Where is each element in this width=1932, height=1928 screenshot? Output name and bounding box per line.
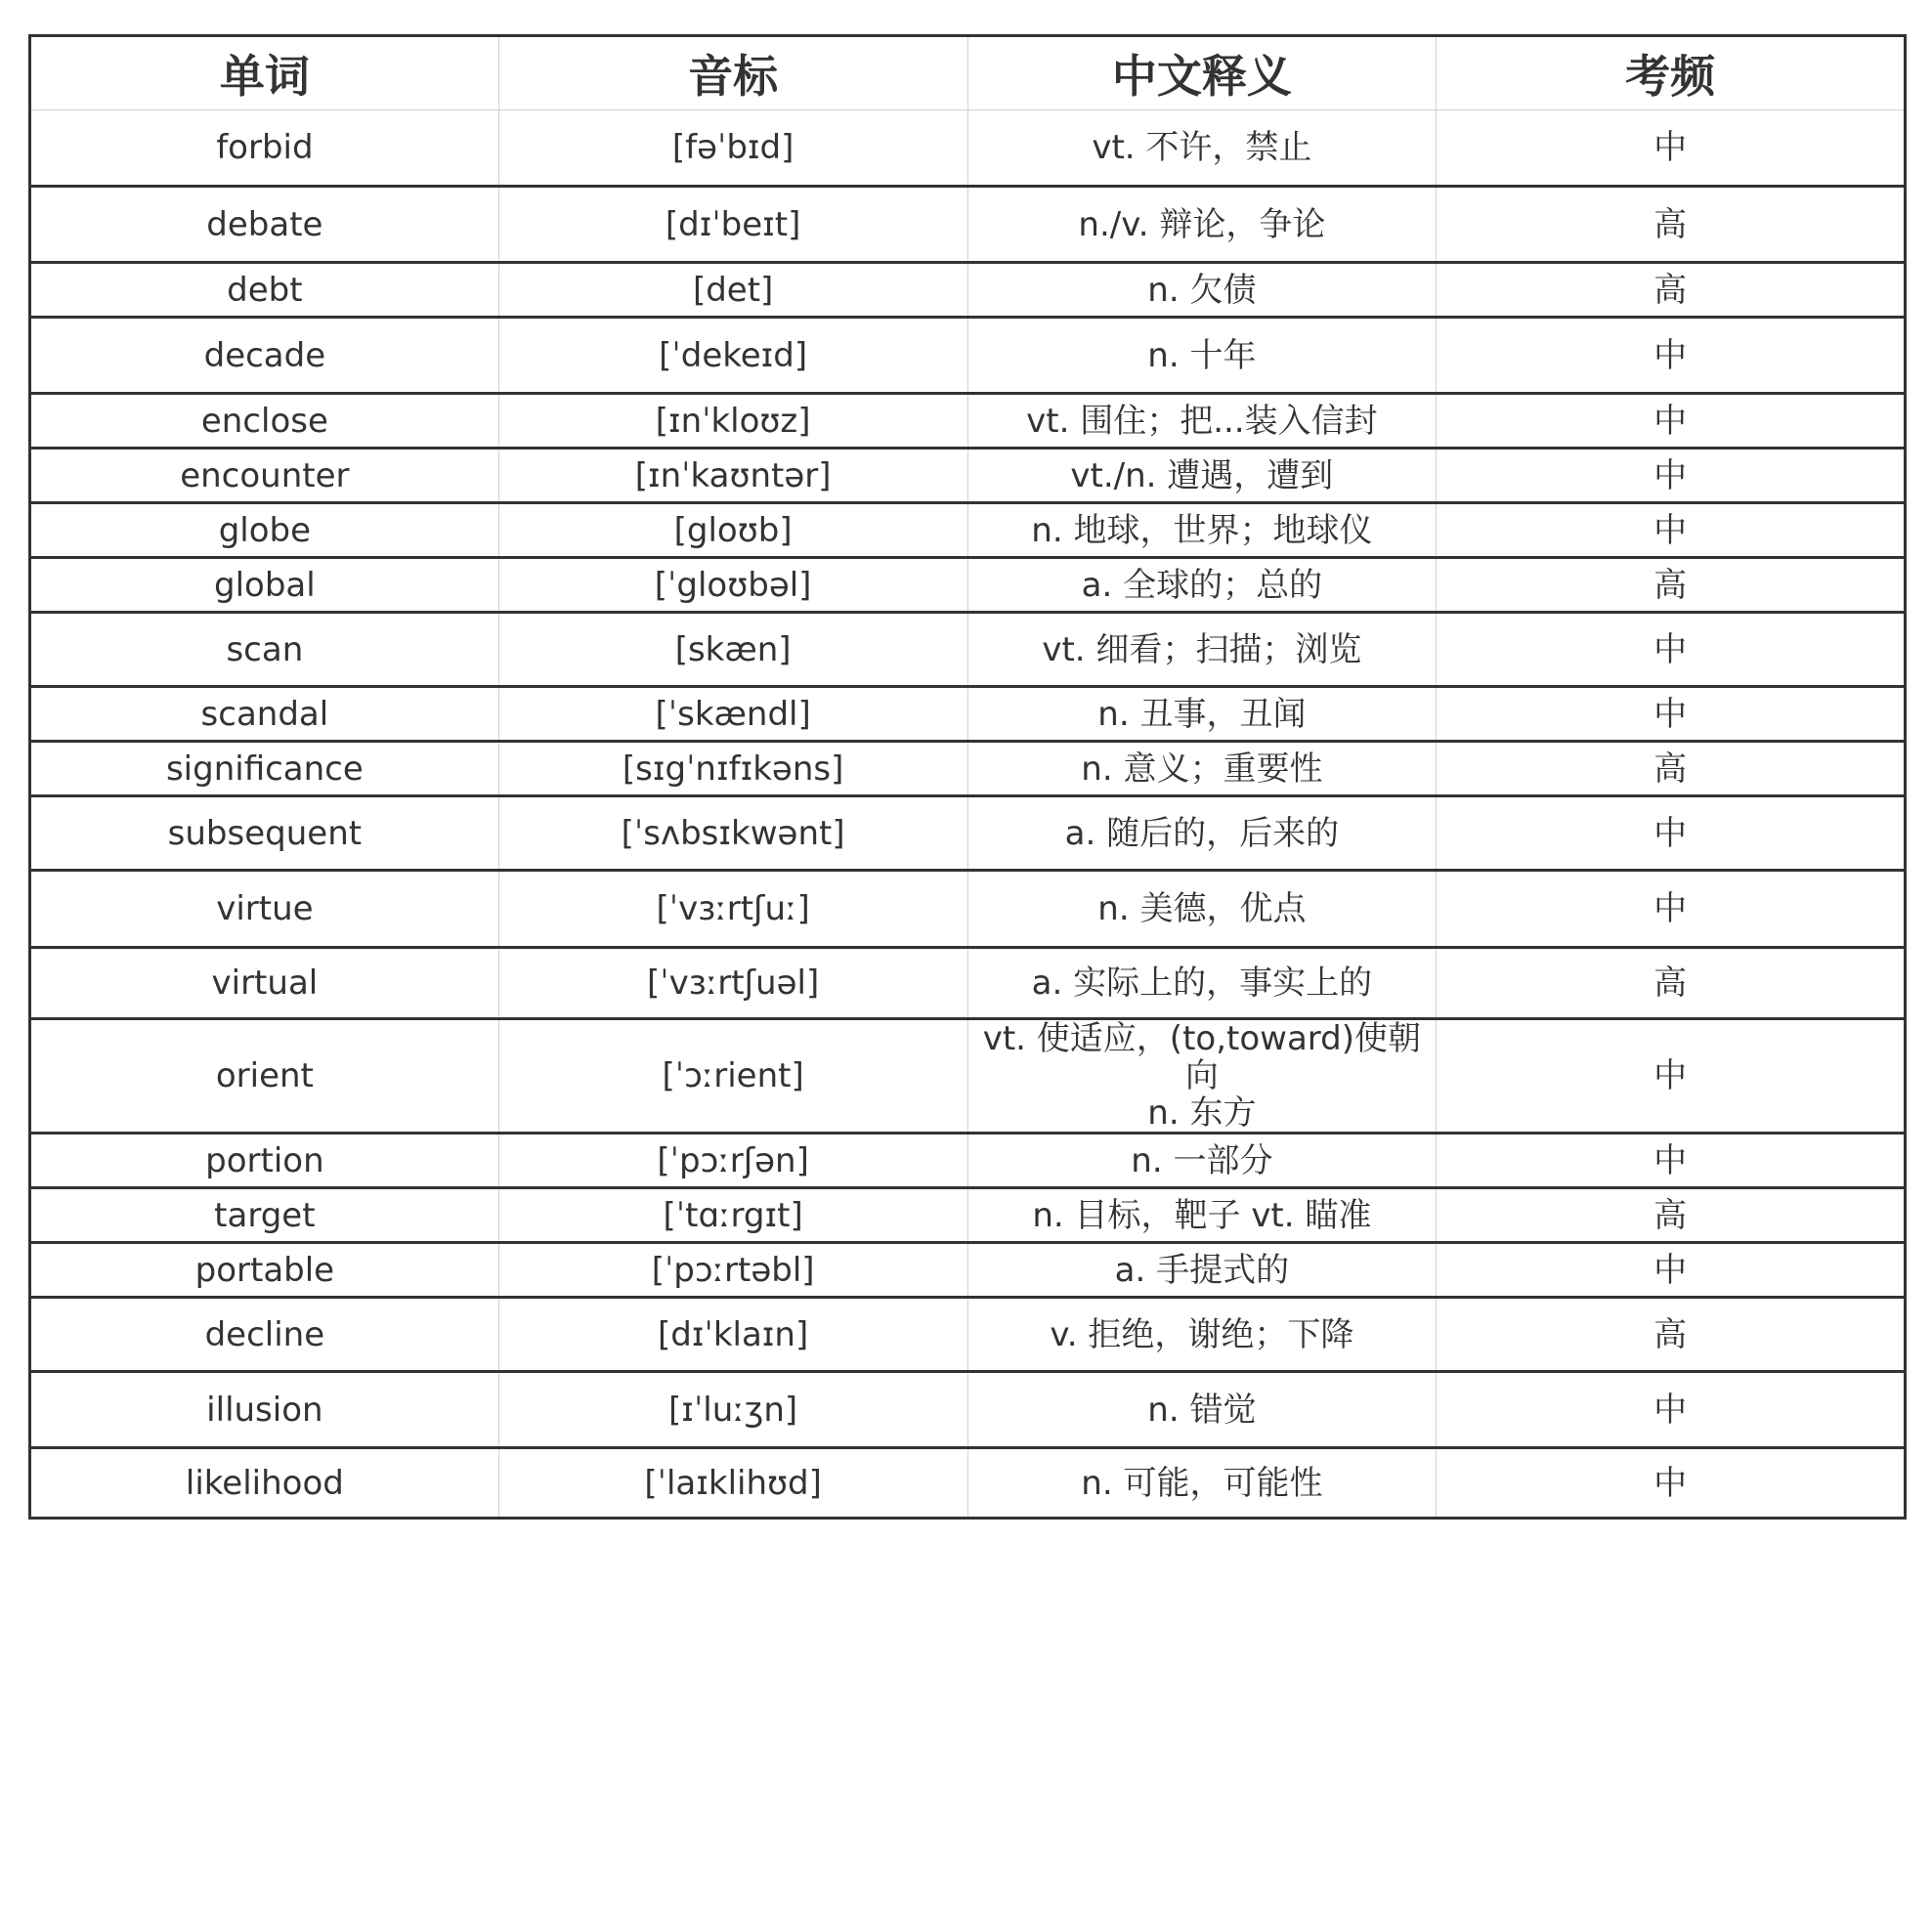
table-row [30,948,1906,1019]
table-row [30,263,1906,318]
meaning-line: n. 可能，可能性 [1081,1463,1323,1503]
frequency-cell: 高 [1437,558,1906,613]
phonetic-cell: [ˈtɑːrgɪt] [498,1188,967,1243]
word-cell: virtue [30,871,499,948]
header-word: 单词 [30,36,499,110]
meaning-line: v. 拒绝，谢绝；下降 [1050,1314,1354,1354]
table-header [30,36,1906,110]
table-row [30,1134,1906,1188]
word-cell: decline [30,1298,499,1372]
table-row [30,1019,1906,1134]
table-row [30,796,1906,871]
meaning-line: vt. 细看；扫描；浏览 [1042,629,1362,669]
meaning-line: n. 错觉 [1147,1390,1257,1430]
word-cell: debt [30,263,499,318]
word-cell: globe [30,503,499,558]
meaning-cell [967,318,1437,394]
phonetic-cell: [ˈpɔːrʃən] [498,1134,967,1188]
meaning-cell [967,1298,1437,1372]
phonetic-cell: [ɪnˈkaʊntər] [498,449,967,503]
word-cell: virtual [30,948,499,1019]
meaning-cell [967,742,1437,796]
phonetic-cell: [skæn] [498,613,967,687]
meaning-cell [967,503,1437,558]
meaning-cell [967,1019,1437,1134]
word-cell: decade [30,318,499,394]
meaning-line: vt. 不许，禁止 [1092,128,1312,167]
phonetic-cell: [dɪˈbeɪt] [498,187,967,263]
meaning-cell [967,687,1437,742]
word-cell: scan [30,613,499,687]
table-row [30,1243,1906,1298]
table-row [30,318,1906,394]
table-row [30,742,1906,796]
word-cell: portable [30,1243,499,1298]
meaning-cell [967,110,1437,187]
frequency-cell: 中 [1437,1019,1906,1134]
frequency-cell: 中 [1437,318,1906,394]
meaning-cell [967,948,1437,1019]
meaning-line: a. 手提式的 [1114,1250,1290,1290]
frequency-cell: 高 [1437,263,1906,318]
frequency-cell: 中 [1437,1134,1906,1188]
meaning-line: n./v. 辩论，争论 [1078,204,1326,244]
word-cell: significance [30,742,499,796]
frequency-cell: 高 [1437,1188,1906,1243]
phonetic-cell: [ˈskændl] [498,687,967,742]
meaning-line: n. 十年 [1147,335,1257,375]
meaning-line: a. 实际上的，事实上的 [1031,964,1373,1003]
meaning-cell [967,449,1437,503]
word-cell: forbid [216,128,314,167]
header-meaning: 中文释义 [967,36,1437,110]
meaning-cell [967,187,1437,263]
word-cell: scandal [30,687,499,742]
header-row [30,36,1906,110]
meaning-cell [967,1188,1437,1243]
meaning-cell [967,871,1437,948]
frequency-cell: 高 [1437,948,1906,1019]
meaning-cell [967,1134,1437,1188]
table-row [30,187,1906,263]
table-row [30,687,1906,742]
table-row [30,558,1906,613]
word-cell: illusion [30,1372,499,1448]
header-frequency: 考频 [1437,36,1906,110]
meaning-line: n. 目标，靶子 vt. 瞄准 [1032,1195,1372,1235]
meaning-line: n. 美德，优点 [1097,889,1307,928]
phonetic-cell: [ˈvɜːrtʃuəl] [498,948,967,1019]
phonetic-cell: [ˈlaɪklihʊd] [498,1448,967,1519]
meaning-line: n. 丑事，丑闻 [1097,694,1307,734]
phonetic-cell: [ˈvɜːrtʃuː] [498,871,967,948]
frequency-cell: 高 [1437,187,1906,263]
frequency-cell: 中 [1437,1243,1906,1298]
frequency-cell: 中 [1437,394,1906,449]
frequency-cell: 中 [1437,796,1906,871]
meaning-line: n. 东方 [1147,1093,1257,1133]
word-cell: debate [30,187,499,263]
word-cell: portion [30,1134,499,1188]
phonetic-cell: [fəˈbɪd] [498,110,967,187]
word-cell: encounter [30,449,499,503]
table-row [30,871,1906,948]
table-row [30,394,1906,449]
table-row [30,449,1906,503]
meaning-line: vt. 围住；把...装入信封 [1026,401,1378,441]
phonetic-cell: [ˈgloʊbəl] [498,558,967,613]
meaning-cell [967,1448,1437,1519]
phonetic-cell: [dɪˈklaɪn] [498,1298,967,1372]
frequency-cell: 中 [1437,871,1906,948]
table-row [30,1448,1906,1519]
frequency-cell: 中 [1437,1372,1906,1448]
phonetic-cell: [ˈsʌbsɪkwənt] [498,796,967,871]
meaning-cell [967,613,1437,687]
meaning-line: n. 意义；重要性 [1081,749,1323,789]
word-cell: subsequent [30,796,499,871]
table-row [30,1188,1906,1243]
table-row [30,613,1906,687]
meaning-cell [967,394,1437,449]
frequency-cell: 中 [1437,110,1906,187]
table-row [30,1372,1906,1448]
meaning-line: vt./n. 遭遇，遭到 [1070,455,1334,495]
meaning-line: vt. 使适应，(to,toward)使朝向 [982,1019,1422,1095]
meaning-cell [967,263,1437,318]
frequency-cell: 中 [1437,613,1906,687]
meaning-line: a. 随后的，后来的 [1064,813,1340,853]
word-cell: orient [30,1019,499,1134]
meaning-cell [967,796,1437,871]
table-row [30,110,1906,187]
word-cell: likelihood [30,1448,499,1519]
frequency-cell: 高 [1437,742,1906,796]
vocabulary-table [28,34,1907,1520]
phonetic-cell: [det] [498,263,967,318]
meaning-cell [967,1243,1437,1298]
frequency-cell: 高 [1437,1298,1906,1372]
word-cell: enclose [30,394,499,449]
meaning-cell [967,558,1437,613]
meaning-cell [967,1372,1437,1448]
phonetic-cell: [gloʊb] [498,503,967,558]
table-row [30,503,1906,558]
frequency-cell: 中 [1437,687,1906,742]
meaning-line: a. 全球的；总的 [1081,565,1323,605]
phonetic-cell: [sɪgˈnɪfɪkəns] [498,742,967,796]
phonetic-cell: [ɪnˈkloʊz] [498,394,967,449]
header-phonetic: 音标 [498,36,967,110]
meaning-line: n. 一部分 [1131,1140,1273,1180]
phonetic-cell: [ɪˈluːʒn] [498,1372,967,1448]
frequency-cell: 中 [1437,503,1906,558]
table-row [30,1298,1906,1372]
word-cell: target [30,1188,499,1243]
phonetic-cell: [ˈɔːrient] [498,1019,967,1134]
frequency-cell: 中 [1437,1448,1906,1519]
word-cell: global [30,558,499,613]
phonetic-cell: [ˈpɔːrtəbl] [498,1243,967,1298]
phonetic-cell: [ˈdekeɪd] [498,318,967,394]
table-body [30,110,1906,1519]
meaning-line: n. 地球，世界；地球仪 [1031,510,1373,550]
meaning-line: n. 欠债 [1147,270,1257,310]
frequency-cell: 中 [1437,449,1906,503]
